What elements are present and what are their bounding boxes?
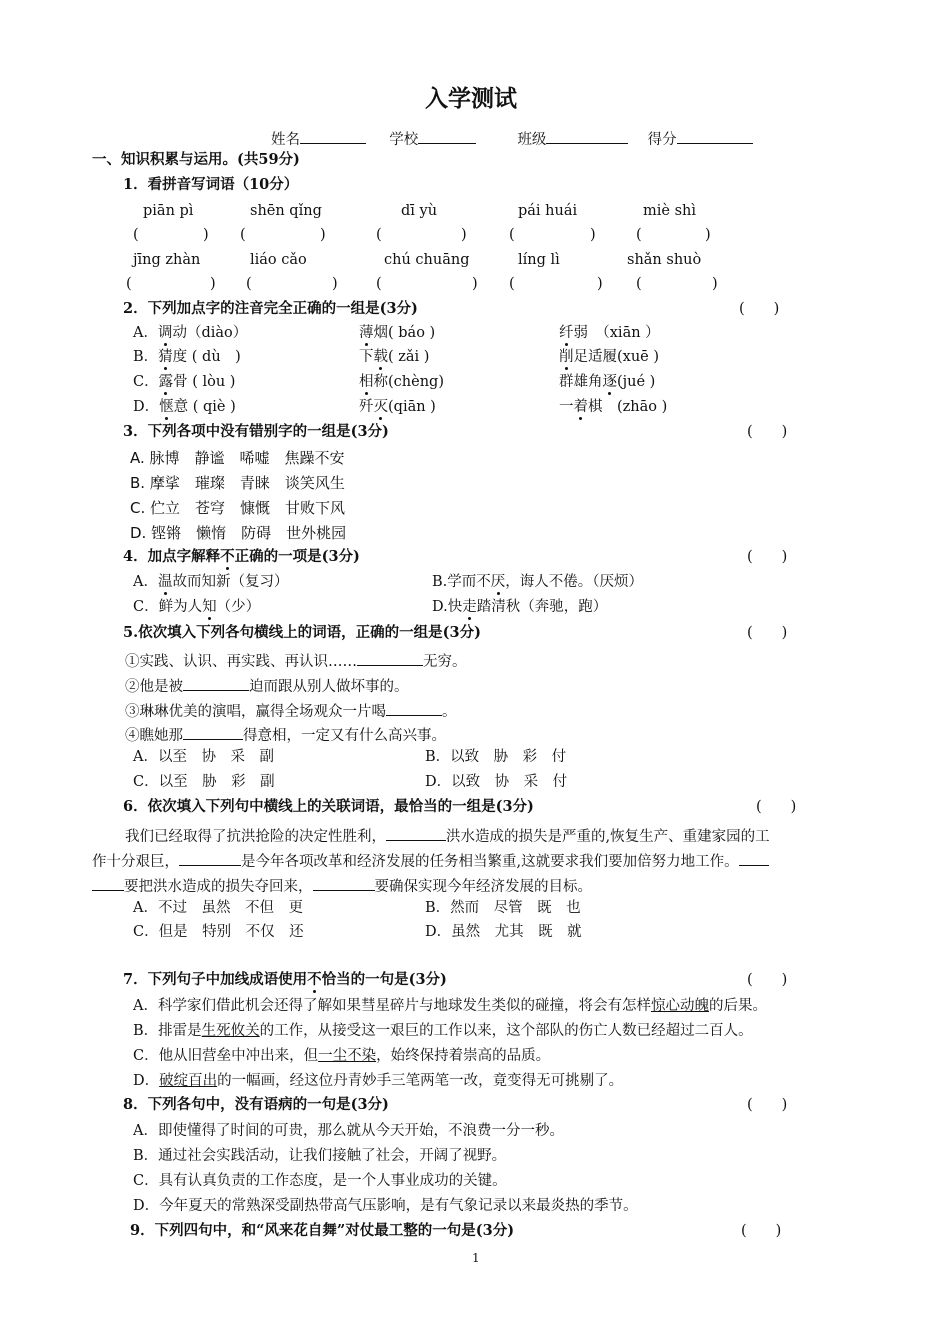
fill-blank <box>183 676 249 691</box>
q6-line-1: 我们已经取得了抗洪抢险的决定性胜利， 洪水造成的损失是严重的,恢复生产、重建家园的工 <box>125 826 770 845</box>
answer-paren-open: ( <box>509 227 515 243</box>
q2-option-b2: 下载( zǎi ) <box>359 349 430 365</box>
fill-blank <box>92 876 124 891</box>
answer-paren-open: ( <box>636 227 642 243</box>
q6-option-d: D．虽然 尤其 既 就 <box>425 924 582 940</box>
q6-answer-paren: ( ) <box>756 799 797 815</box>
q4-option-b: B.学而不厌，诲人不倦。（厌烦） <box>432 574 644 590</box>
q4-answer-paren: ( ) <box>747 549 788 565</box>
q3-option-b: B. 摩挲 璀璨 青睐 谈笑风生 <box>130 474 345 492</box>
q7-option-b: B．排雷是生死攸关的工作，从接受这一艰巨的工作以来，这个部队的伤亡人数已经超过二百人。 <box>133 1023 753 1039</box>
underlined-idiom: 一尘不染 <box>318 1048 377 1064</box>
q8-option-b: B．通过社会实践活动，让我们接触了社会，开阔了视野。 <box>133 1148 507 1164</box>
answer-paren-open: ( <box>240 227 246 243</box>
q2-option-d2: 歼灭(qiān ) <box>359 399 436 415</box>
answer-paren-close: ) <box>712 276 718 292</box>
dotted-char: 走 <box>462 599 477 615</box>
dotted-char: 惬 <box>159 399 174 415</box>
q3-heading: 3．下列各项中没有错别字的一组是(3分) <box>123 423 389 440</box>
q2-option-b: B．猜度 ( dù ) <box>133 349 241 365</box>
answer-paren-open: ( <box>376 227 382 243</box>
q6-line-3: 要把洪水造成的损失夺回来， 要确保实现今年经济发展的目标。 <box>92 876 592 895</box>
q4-option-a: A．温故而知新（复习） <box>133 574 289 590</box>
dotted-char: 露 <box>158 374 174 390</box>
dotted-char: 不 <box>307 971 322 988</box>
q9-heading: 9．下列四句中，和“风来花自舞”对仗最工整的一句是(3分) <box>130 1222 515 1239</box>
fill-blank <box>357 651 423 666</box>
dotted-char: 相 <box>359 374 374 390</box>
q1-pinyin: shēn qǐng <box>250 203 322 219</box>
dotted-char: 载 <box>373 349 388 365</box>
fill-blank <box>739 851 769 866</box>
q5-sentence-2: ②他是被 迫而跟从别人做坏事的。 <box>125 676 409 695</box>
q2-option-a2: 薄烟( báo ) <box>359 325 436 341</box>
q6-option-a: A．不过 虽然 不但 更 <box>133 900 303 916</box>
dotted-char: 纤 <box>559 325 574 341</box>
q6-option-b: B．然而 尽管 既 也 <box>425 900 581 916</box>
fill-blank <box>183 725 243 740</box>
dotted-char: 削 <box>559 349 574 365</box>
section-1-heading: 一、知识积累与运用。(共59分) <box>92 151 300 168</box>
q5-heading: 5.依次填入下列各句横线上的词语，正确的一组是(3分) <box>123 624 481 641</box>
fill-blank <box>386 826 446 841</box>
q5-answer-paren: ( ) <box>747 625 788 641</box>
q4-heading: 4．加点字解释不正确的一项是(3分) <box>123 548 360 565</box>
info-school-label: 学校 <box>389 132 419 148</box>
answer-paren-close: ) <box>210 276 216 292</box>
dotted-char: 灭 <box>373 399 388 415</box>
q2-option-a3: 纤弱 （xiān ） <box>559 325 660 341</box>
answer-paren-close: ) <box>705 227 711 243</box>
answer-paren-close: ) <box>332 276 338 292</box>
info-line <box>271 129 753 148</box>
q3-option-c: C. 伫立 苍穹 慷慨 甘败下风 <box>130 499 346 517</box>
class-blank <box>546 129 628 144</box>
page-title: 入学测试 <box>425 86 517 112</box>
q7-heading: 7．下列句子中加线成语使用不恰当的一句是(3分) <box>123 971 447 988</box>
answer-paren-open: ( <box>376 276 382 292</box>
q6-option-c: C．但是 特别 不仅 还 <box>133 924 304 940</box>
q6-heading: 6．依次填入下列句中横线上的关联词语，最恰当的一组是(3分) <box>123 798 534 815</box>
q1-pinyin: líng lì <box>518 252 560 268</box>
answer-paren-close: ) <box>203 227 209 243</box>
q1-pinyin: pái huái <box>518 203 578 219</box>
q5-option-a: A．以至 协 采 副 <box>133 749 274 765</box>
q7-answer-paren: ( ) <box>747 972 788 988</box>
q2-option-c3: 群雄角逐(jué ) <box>559 374 656 390</box>
score-blank <box>677 129 753 144</box>
q8-option-d: D．今年夏天的常熟深受副热带高气压影响，是有气象记录以来最炎热的季节。 <box>133 1198 638 1214</box>
dotted-char: 薄 <box>359 325 374 341</box>
dotted-char: 着 <box>573 399 588 415</box>
q3-answer-paren: ( ) <box>747 424 788 440</box>
q4-option-d: D.快走踏清秋（奔驰，跑） <box>432 599 608 615</box>
info-name-label: 姓名 <box>271 132 300 148</box>
q7-option-d: D．破绽百出的一幅画，经这位丹青妙手三笔两笔一改，竟变得无可挑剔了。 <box>133 1073 624 1089</box>
q3-option-d: D. 铿锵 懒惰 防碍 世外桃园 <box>130 524 347 542</box>
q5-option-d: D．以致 协 采 付 <box>425 774 568 790</box>
answer-paren-close: ) <box>590 227 596 243</box>
q3-option-a: A. 脉博 静谧 唏嘘 焦躁不安 <box>130 449 345 467</box>
q2-option-a: A．调动（diào） <box>133 325 248 341</box>
q7-option-c: C．他从旧营垒中冲出来，但一尘不染，始终保持着崇高的品质。 <box>133 1048 551 1064</box>
info-class-label: 班级 <box>517 132 547 148</box>
q2-heading: 2．下列加点字的注音完全正确的一组是(3分) <box>123 300 418 317</box>
answer-paren-open: ( <box>126 276 132 292</box>
underlined-idiom: 破绽百出 <box>159 1073 218 1089</box>
q2-option-b3: 削足适履(xuē ) <box>559 349 660 365</box>
q2-option-c: C．露骨 ( lòu ) <box>133 374 236 390</box>
answer-paren-close: ) <box>472 276 478 292</box>
answer-paren-open: ( <box>636 276 642 292</box>
q9-answer-paren: ( ) <box>741 1223 782 1239</box>
q6-line-2: 作十分艰巨， 是今年各项改革和经济发展的任务相当繁重,这就要求我们要加倍努力地工作。 <box>92 851 769 870</box>
answer-paren-open: ( <box>246 276 252 292</box>
q2-option-c2: 相称(chèng) <box>359 374 444 390</box>
dotted-char: 知 <box>202 599 217 615</box>
answer-paren-open: ( <box>133 227 139 243</box>
underlined-idiom: 生死攸关 <box>201 1023 260 1039</box>
q5-sentence-3: ③琳琳优美的演唱，赢得全场观众一片喝 。 <box>125 701 457 720</box>
name-blank <box>300 129 366 144</box>
answer-paren-open: ( <box>509 276 515 292</box>
q4-option-c: C．鲜为人知（少） <box>133 599 261 615</box>
fill-blank <box>179 851 241 866</box>
dotted-char: 不 <box>220 548 235 565</box>
q5-sentence-1: ①实践、认识、再实践、再认识…… 无穷。 <box>125 651 467 670</box>
q5-sentence-4: ④瞧她那 得意相，一定又有什么高兴事。 <box>125 725 446 744</box>
dotted-char: 温 <box>157 574 173 590</box>
underlined-idiom: 惊心动魄 <box>650 998 709 1014</box>
info-score-label: 得分 <box>647 132 677 148</box>
q1-pinyin: dī yù <box>401 203 438 219</box>
q1-pinyin: liáo cǎo <box>250 252 307 268</box>
q1-heading: 1．看拼音写词语（10分） <box>123 176 299 193</box>
q8-heading: 8．下列各句中，没有语病的一句是(3分) <box>123 1096 389 1113</box>
q8-answer-paren: ( ) <box>747 1097 788 1113</box>
q2-answer-paren: ( ) <box>739 301 780 317</box>
page-number: 1 <box>472 1251 480 1265</box>
q1-pinyin: piān pì <box>143 203 194 219</box>
q1-pinyin: miè shì <box>643 203 696 219</box>
answer-paren-close: ) <box>461 227 467 243</box>
school-blank <box>418 129 476 144</box>
q1-pinyin: shǎn shuò <box>627 252 702 268</box>
q7-option-a: A．科学家们借此机会还得了解如果彗星碎片与地球发生类似的碰撞，将会有怎样惊心动魄的后果。 <box>133 998 767 1014</box>
q5-option-c: C．以至 胁 彩 副 <box>133 774 275 790</box>
fill-blank <box>313 876 375 891</box>
fill-blank <box>386 701 442 716</box>
dotted-char: 厌 <box>490 574 506 590</box>
q2-option-d: D．惬意 ( qiè ) <box>133 399 236 415</box>
answer-paren-close: ) <box>320 227 326 243</box>
dotted-char: 调 <box>157 325 173 341</box>
dotted-char: 逐 <box>602 374 617 390</box>
q1-pinyin: chú chuāng <box>384 252 470 268</box>
q8-option-a: A．即使懂得了时间的可贵，那么就从今天开始，不浪费一分一秒。 <box>133 1123 564 1139</box>
dotted-char: 猜 <box>158 349 173 365</box>
q8-option-c: C．具有认真负责的工作态度，是一个人事业成功的关键。 <box>133 1173 507 1189</box>
q2-option-d3: 一着棋 (zhāo ) <box>559 399 668 415</box>
q5-option-b: B．以致 胁 彩 付 <box>425 749 567 765</box>
answer-paren-close: ) <box>597 276 603 292</box>
q1-pinyin: jīng zhàn <box>133 252 201 268</box>
